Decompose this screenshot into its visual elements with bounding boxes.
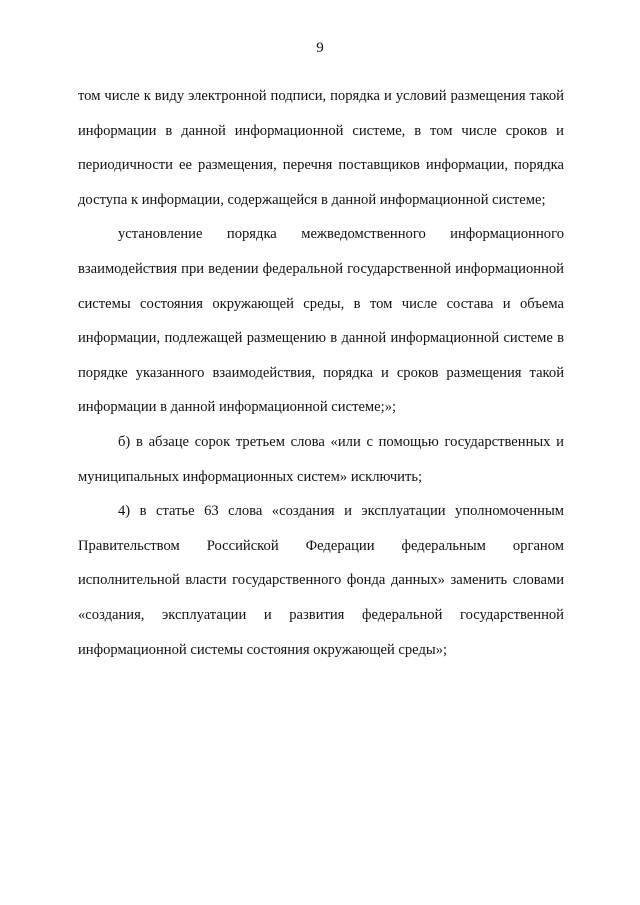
- paragraph-continuation: том числе к виду электронной подписи, порядка и условий размещения такой информации в данной информационной системе, в том числе сроков и периодичности ее размещения, перечня поставщиков информации, порядка доступа к информации, содержащейся в данной информационной системе;: [78, 88, 564, 208]
- paragraph-item-b: б) в абзаце сорок третьем слова «или с помощью государственных и муниципальных информационных систем» исключить;: [78, 433, 564, 485]
- page-number: 9: [316, 40, 324, 56]
- paragraph-interagency-procedure: установление порядка межведомственного информационного взаимодействия при ведении федеральной государственной информационной системы состояния окружающей среды, в том числе состава и объема информации, подлежащей размещению в данной информационной системе в порядке указанного взаимодействия, порядка и сроков размещения такой информации в данной информационной системе;»;: [78, 226, 564, 416]
- paragraph-item-4: 4) в статье 63 слова «создания и эксплуатации уполномоченным Правительством Российской Федерации федеральным органом исполнительной власти государственного фонда данных» заменить словами «создания, эксплуатации и развития федеральной государственной информационной системы состояния окружающей среды»;: [78, 503, 564, 658]
- document-body: [78, 79, 564, 667]
